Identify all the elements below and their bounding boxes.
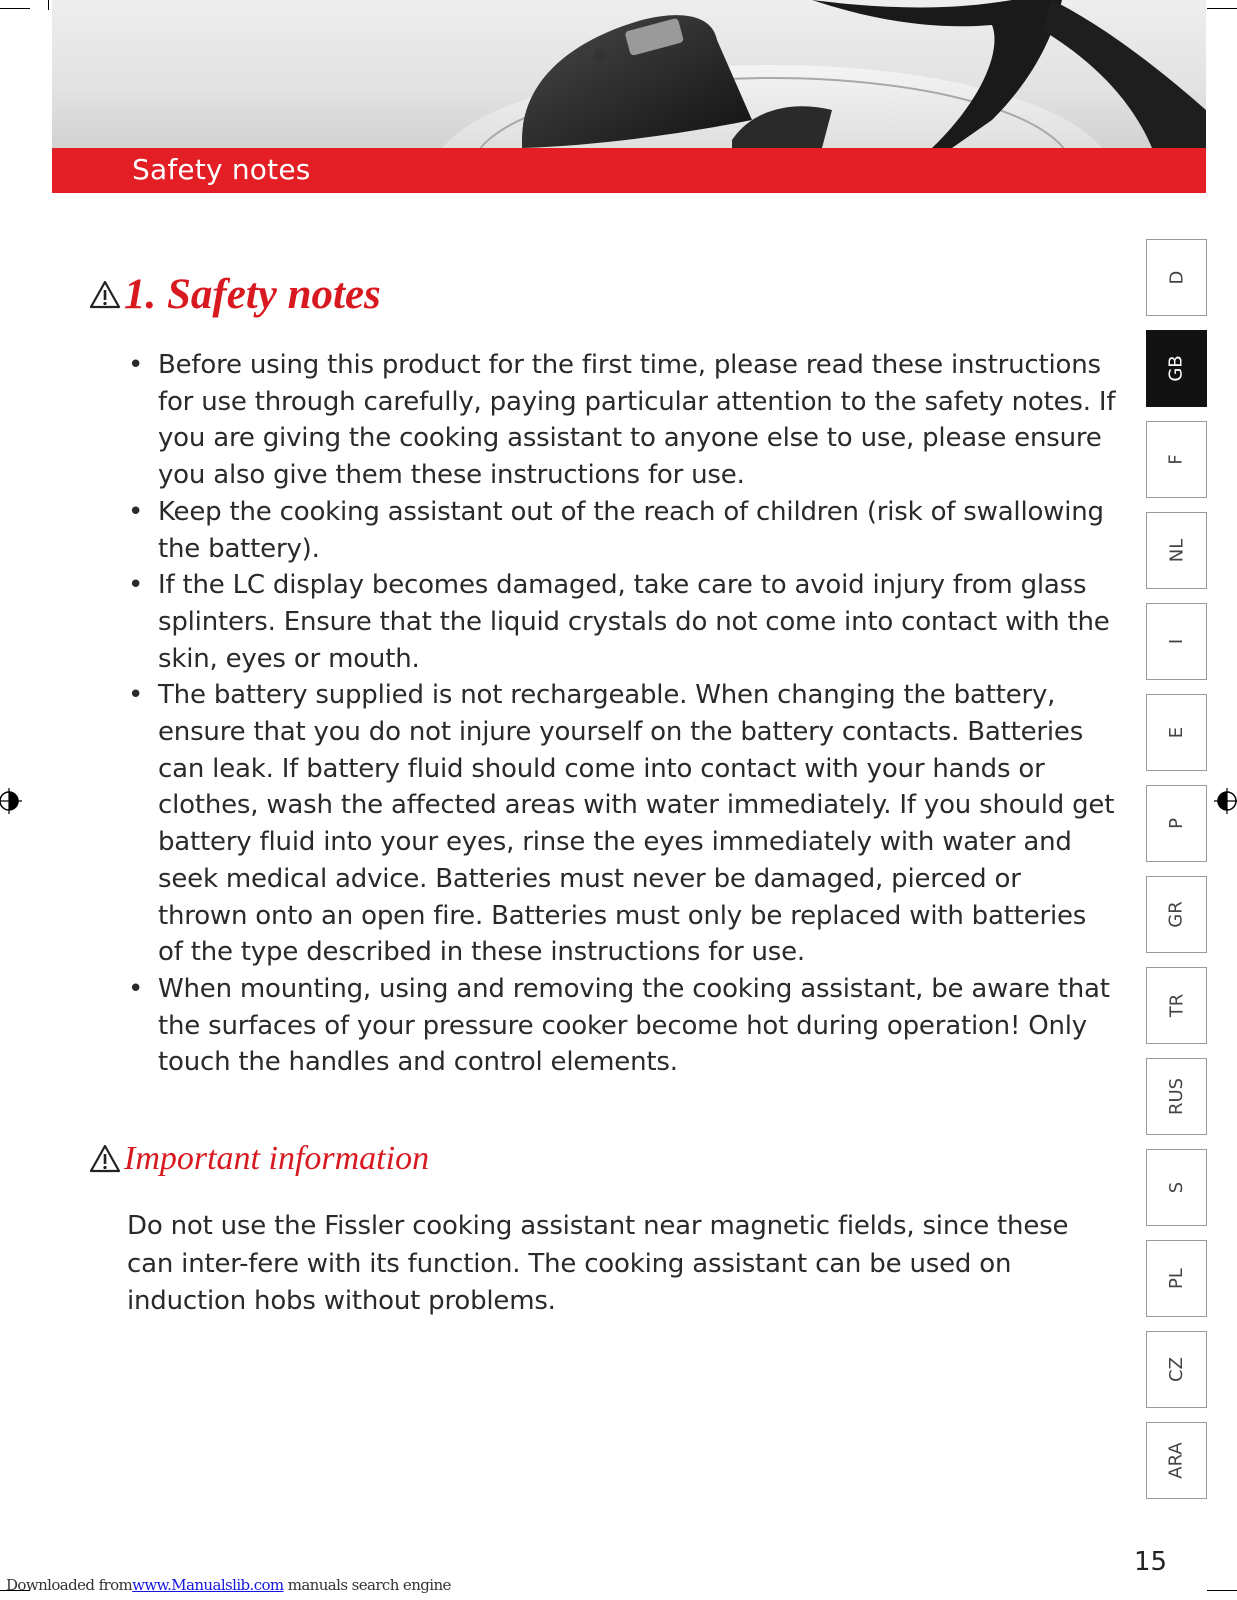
tab-label: ARA: [1166, 1442, 1187, 1479]
tab-label: CZ: [1166, 1357, 1187, 1382]
list-item: • Keep the cooking assistant out of the reach of children (risk of swallowing the battery).: [126, 494, 1116, 567]
tab-label: S: [1166, 1181, 1187, 1194]
manualslib-link[interactable]: www.Manualslib.com: [132, 1576, 284, 1594]
tab-label: D: [1166, 270, 1187, 285]
registration-mark-icon: [1214, 788, 1237, 814]
banner-title: Safety notes: [132, 153, 311, 186]
tab-label: NL: [1166, 538, 1187, 563]
tab-label: TR: [1165, 993, 1187, 1018]
tab-label: P: [1165, 818, 1187, 829]
important-information-heading: [88, 1140, 429, 1178]
tab-label: GB: [1165, 355, 1187, 382]
tab-language-s[interactable]: [1146, 1149, 1207, 1226]
tab-language-gb[interactable]: [1146, 330, 1207, 407]
tab-label: PL: [1165, 1268, 1187, 1289]
tab-language-nl[interactable]: [1146, 512, 1207, 589]
tab-language-i[interactable]: [1146, 603, 1207, 680]
tab-label: GR: [1166, 901, 1187, 928]
list-item: • Before using this product for the first time, please read these instructions for use through carefully, paying particular attention to the safety notes. If you are giving the cooking assistant to anyone else to use, please ensure you also give them these instructions for use.: [126, 347, 1116, 494]
important-information-heading-text: Important information: [124, 1140, 430, 1177]
warning-triangle-icon: [88, 278, 122, 312]
footer-suffix: manuals search engine: [283, 1576, 451, 1594]
list-item: • When mounting, using and removing the cooking assistant, be aware that the surfaces of your pressure cooker become hot during operation! Only touch the handles and control elements.: [126, 971, 1116, 1081]
tab-language-p[interactable]: [1146, 785, 1207, 862]
tab-language-gr[interactable]: [1146, 876, 1207, 953]
download-footer: [6, 1576, 451, 1594]
warning-triangle-icon: [88, 1142, 122, 1176]
crop-mark-top-left-v: [48, 0, 49, 10]
tab-language-rus[interactable]: [1146, 1058, 1207, 1135]
tab-language-e[interactable]: [1146, 694, 1207, 771]
registration-mark-icon: [0, 788, 22, 814]
tab-language-ara[interactable]: [1146, 1422, 1207, 1499]
page-number: 15: [1134, 1547, 1168, 1577]
header-product-photo: [52, 0, 1206, 148]
tab-label: I: [1166, 638, 1187, 645]
crop-mark-bottom-right: [1207, 1590, 1237, 1591]
crop-mark-top-right: [1207, 8, 1237, 9]
tab-language-f[interactable]: [1146, 421, 1207, 498]
safety-notes-heading-text: 1. Safety notes: [124, 271, 381, 318]
safety-notes-list: [126, 347, 1116, 1081]
tab-label: F: [1165, 454, 1187, 465]
important-information-text: Do not use the Fissler cooking assistant near magnetic fields, since these can inter-fere with its function. The cooking assistant can be used on induction hobs without problems.: [127, 1211, 1069, 1316]
footer-prefix: Downloaded from: [6, 1576, 133, 1594]
section-banner: [52, 148, 1206, 193]
safety-notes-heading: [88, 270, 381, 319]
tab-language-d[interactable]: [1146, 239, 1207, 316]
tab-language-cz[interactable]: [1146, 1331, 1207, 1408]
tab-language-pl[interactable]: [1146, 1240, 1207, 1317]
pressure-cooker-illustration: [52, 0, 1206, 148]
list-item: • The battery supplied is not rechargeable. When changing the battery, ensure that you do not injure yourself on the battery contacts. Batteries can leak. If battery fluid should come into contact with your hands or clothes, wash the affected areas with water immediately. If you should get battery fluid into your eyes, rinse the eyes immediately with water and seek medical advice. Batteries must never be damaged, pierced or thrown onto an open fire. Batteries must only be replaced with batteries of the type described in these instructions for use.: [126, 677, 1116, 971]
tab-language-tr[interactable]: [1146, 967, 1207, 1044]
crop-mark-top-left: [0, 8, 30, 9]
tab-label: RUS: [1165, 1077, 1187, 1116]
tab-label: E: [1166, 726, 1187, 739]
list-item: • If the LC display becomes damaged, take care to avoid injury from glass splinters. Ensure that the liquid crystals do not come into contact with the skin, eyes or mouth.: [126, 567, 1116, 677]
